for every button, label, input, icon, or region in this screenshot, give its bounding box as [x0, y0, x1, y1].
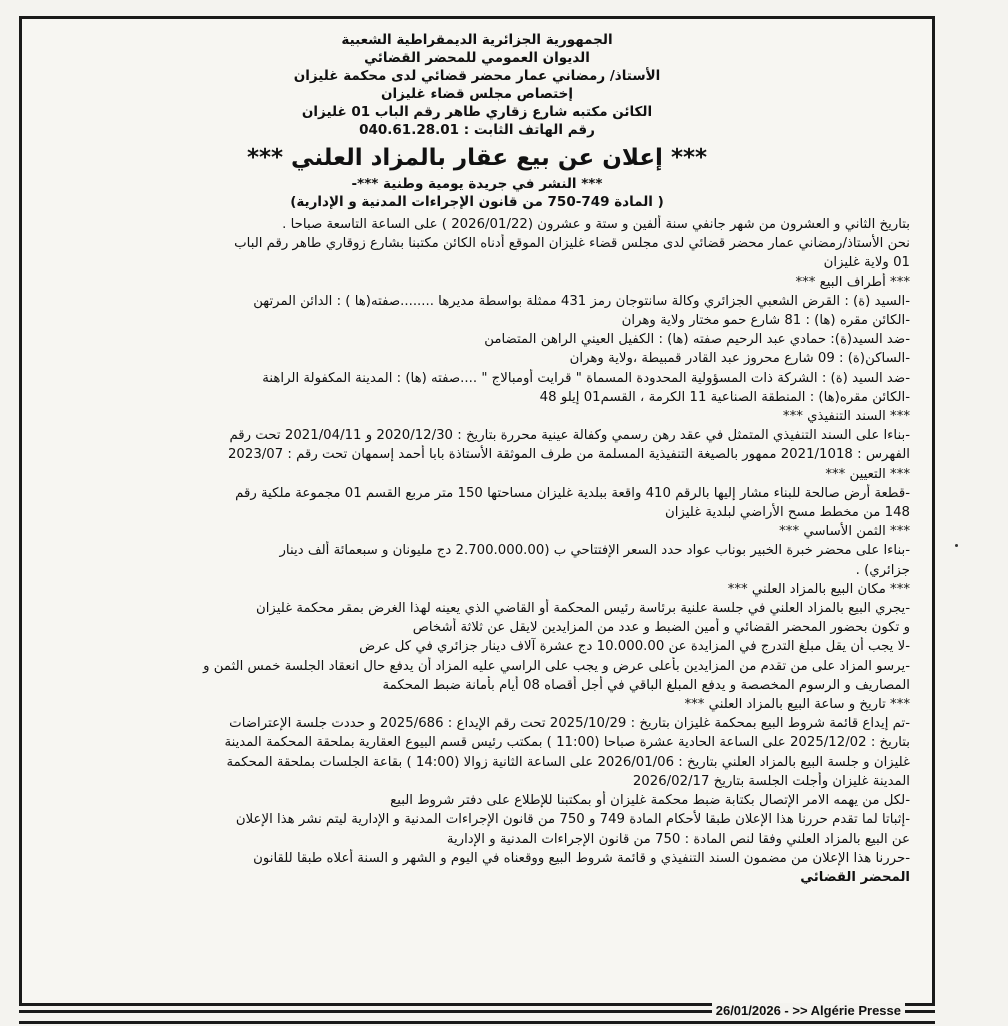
footer-date-source: 26/01/2026 - >> Algérie Presse [712, 1003, 905, 1019]
body-line: و تكون بحضور المحضر القضائي و أمين الضبط و عدد من المزايدين لايقل عن ثلاثة أشخاص [412, 620, 910, 636]
body-line: -لا يجب أن يقل مبلغ التدرج في المزايدة عن 10.000.00 دج عشرة آلاف دينار جزائري في كل عرض [359, 639, 910, 655]
body-line: المصاريف و الرسوم المخصصة و يدفع المبلغ الباقي في أجل أقصاه 08 أيام بأمانة ضبط المحكمة [382, 677, 910, 693]
announcement-title: *** إعلان عن بيع عقار بالمزاد العلني *** [246, 145, 708, 171]
section-heading-price: *** الثمن الأساسي *** [779, 524, 910, 540]
section-heading-date: *** تاريخ و ساعة البيع بالمزاد العلني *** [684, 697, 910, 713]
section-heading-parties: *** أطراف البيع *** [795, 274, 910, 290]
section-heading-place: *** مكان البيع بالمزاد العلني *** [727, 581, 910, 597]
body-line: -بناءا على محضر خبرة الخبير بوناب عواد حدد السعر الإفتتاحي ب (2.700.000.00 دج مليونان و سبعمائة ألف دينار [279, 543, 910, 559]
body-line: -يجري البيع بالمزاد العلني في جلسة علنية برئاسة رئيس المحكمة أو القاضي الذي يعينه لهذا الغرض بمقر محكمة غليزان [255, 601, 910, 617]
stray-dot [955, 544, 958, 547]
body-line: بتاريخ الثاني و العشرون من شهر جانفي سنة ألفين و ستة و عشرون (2026/01/22 ) على الساعة التاسعة صباحا . [282, 217, 910, 232]
body-line: الفهرس : 2021/1018 ممهور بالصيغة التنفيذية المسلمة من طرف الموثقة الأستاذة بابا أحمد إسمهان تحت رقم : 2023/07 [227, 447, 910, 463]
section-heading-title: *** السند التنفيذي *** [782, 409, 910, 425]
footer-bar [19, 1003, 935, 1019]
body-line: 01 ولاية غليزان [823, 255, 910, 271]
body-line: -بناءا على السند التنفيذي المتمثل في عقد رهن رسمي وكفالة عينية محررة بتاريخ : 2020/12/30 و 2021/04/11 تحت رقم [229, 428, 910, 444]
body-line: -ضد السيد (ة) : الشركة ذات المسؤولية المحدودة المسماة " قرايت أومبالاج " ....صفته (ها) : المدينة المكفولة الراهنة [262, 370, 910, 386]
body-line: جزائري) . [855, 562, 910, 578]
body-line: -الساكن(ة) : 09 شارع محروز عبد القادر قمبيطة ،ولاية وهران [569, 351, 910, 367]
announcement-subtitle: -*** النشر في جريدة يومية وطنية *** [351, 176, 603, 192]
body-line: -الكائن مقره (ها) : 81 شارع حمو مختار ولاية وهران [621, 313, 910, 329]
section-heading-designation: *** التعيين *** [825, 466, 910, 482]
body-line: -قطعة أرض صالحة للبناء مشار إليها بالرقم 410 واقعة ببلدية غليزان مساحتها 150 متر مربع القسم 01 مجموعة ملكية رقم [235, 485, 910, 501]
header-office: الديوان العمومي للمحضر القضائي [364, 50, 590, 66]
announcement-body [22, 215, 932, 887]
body-line: 148 من مخطط مسح الأراضي لبلدية غليزان [664, 505, 910, 521]
letterhead [22, 31, 932, 211]
announcement-frame [19, 16, 935, 1006]
body-line: المدينة غليزان وأجلت الجلسة بتاريخ 2026/02/17 [632, 773, 910, 789]
legal-reference: (المادة 749-750 من قانون الإجراءات المدنية و الإدارية ) [290, 194, 664, 210]
signature: المحضر القضائي [800, 869, 910, 885]
header-address: الكائن مكتبه شارع زقاري طاهر رقم الباب 01 غليزان [301, 104, 653, 120]
body-line: غليزان و جلسة البيع بالمزاد العلني بتاريخ : 2026/01/06 على الساعة الثانية زوالا (14:00 ) بقاعة الجلسات بملحقة المحكمة [226, 754, 910, 770]
body-line: -لكل من يهمه الامر الإتصال بكتابة ضبط محكمة غليزان أو بمكتبنا للإطلاع على دفتر شروط البيع [390, 793, 910, 809]
bottom-rule [19, 1021, 935, 1024]
body-line: بتاريخ : 2025/12/02 على الساعة الحادية عشرة صباحا (11:00 ) بمكتب رئيس قسم البيوع العقارية بملحقة المحكمة المدينة [224, 735, 910, 751]
body-line: نحن الأستاذ/رمضاني عمار محضر قضائي لدى مجلس قضاء غليزان الموقع أدناه الكائن مكتبنا بشارع زوقاري طاهر رقم الباب [234, 236, 910, 252]
body-line: -حررنا هذا الإعلان من مضمون السند التنفيذي و قائمة شروط البيع ووقعناه في اليوم و الشهر و السنة أعلاه طبقا للقانون [253, 850, 910, 866]
header-phone: رقم الهاتف الثابت : 040.61.28.01 [359, 122, 595, 138]
body-line: -تم إيداع قائمة شروط البيع بمحكمة غليزان بتاريخ : 2025/10/29 تحت رقم الإيداع : 2025/686 و حددت جلسة الإعتراضات [229, 716, 910, 732]
header-jurisdiction: إختصاص مجلس قضاء غليزان [380, 86, 574, 102]
body-line: -ضد السيد(ة): حمادي عبد الرحيم صفته (ها) : الكفيل العيني الراهن المتضامن [484, 332, 910, 348]
header-bailiff: الأستاذ/ رمضاني عمار محضر قضائي لدى محكمة غليزان [293, 68, 661, 84]
body-line: -إثباتا لما تقدم حررنا هذا الإعلان طبقا لأحكام المادة 749 و 750 من قانون الإجراءات المدنية و الإدارية ليتم نشر هذا الإعلان [235, 812, 910, 828]
body-line: -الكائن مقره(ها) : المنطقة الصناعية 11 الكرمة ، القسم01 إيلو 48 [539, 389, 910, 405]
header-republic: الجمهورية الجزائرية الديمقراطية الشعبية [341, 32, 613, 48]
body-line: -السيد (ة) : القرض الشعبي الجزائري وكالة سانتوجان رمز 431 ممثلة بواسطة مديرها ........صفته(ها ) : الدائن المرتهن [253, 293, 910, 309]
body-line: -يرسو المزاد على من تقدم من المزايدين بأعلى عرض و يجب على الراسي عليه المزاد أن يدفع حال انعقاد الجلسة خمس الثمن و [203, 658, 910, 674]
body-line: عن البيع بالمزاد العلني وفقا لنص المادة : 750 من قانون الإجراءات المدنية و الإدارية [446, 831, 910, 847]
